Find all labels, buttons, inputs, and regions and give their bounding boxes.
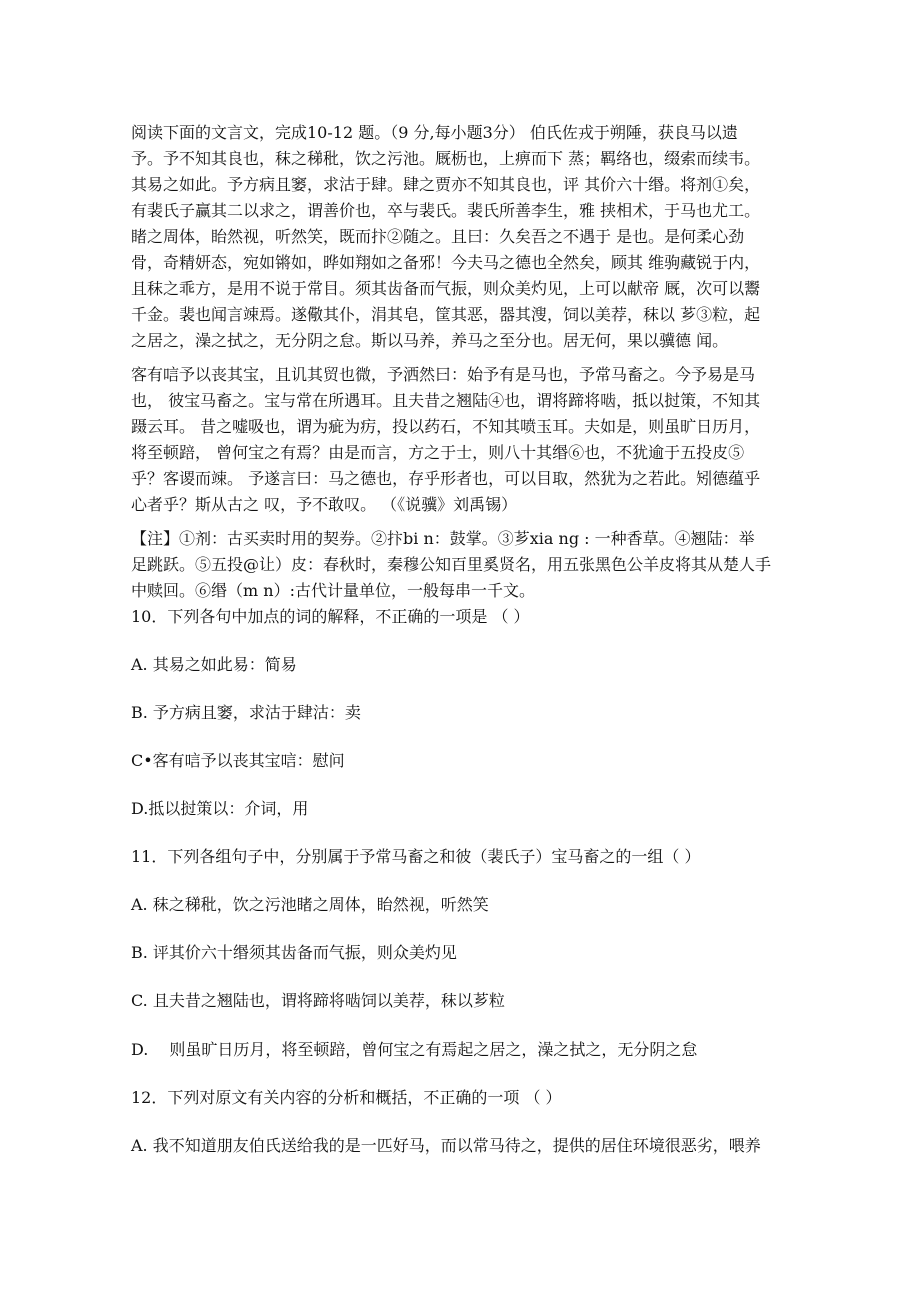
text-line: 睹之周体，眙然视，听然笑，既而抃②随之。且曰：久矣吾之不遇于 是也。是何柔心劲 (131, 227, 745, 246)
annotation-notes (131, 526, 799, 604)
question-11-stem: 11．下列各组句子中，分别属于予常马畜之和彼（裴氏子）宝马畜之的一组（ ） (131, 847, 701, 866)
text-line: 也， 彼宝马畜之。宝与常在所遇耳。且夫昔之翘陆④也，谓将蹄将啮，抵以挝策，不知其 (131, 391, 761, 410)
text-line: 【注】①剂：古买卖时用的契券。②抃bi n：鼓掌。③芗xia ng : 一种香草。④翘陆：举 (131, 529, 755, 548)
question-10-option-d: D.抵以挝策以：介词，用 (131, 799, 309, 818)
text-line: 蹑云耳。 昔之嘘吸也，谓为疵为疠，投以药石，不知其喷玉耳。夫如是，则虽旷日历月， (131, 417, 761, 436)
question-11-option-a: A. 秣之稊秕，饮之污池睹之周体，眙然视，听然笑 (131, 895, 489, 914)
question-10-option-b: B. 予方病且窭，求沽于肆沽：卖 (131, 703, 361, 722)
text-line: 千金。裴也闻言竦焉。遂儆其仆，涓其皂，筐其恶，器其溲，饲以美荐，秣以 芗③粒，起 (131, 305, 761, 324)
text-line: 且秣之乖方，是用不说于常目。须其齿备而气振，则众美灼见，上可以献帝 厩，次可以鬻 (131, 279, 761, 298)
text-line: 骨，奇精妍态，宛如锵如，晔如翔如之备邪！今夫马之德也全然矣，顾其 维驹藏锐于内， (131, 253, 761, 272)
question-11-option-c: C. 且夫昔之翘陆也，谓将蹄将啮饲以美荐，秣以芗粒 (131, 991, 505, 1010)
text-line: 有裴氏子赢其二以求之，谓善价也，卒与裴氏。裴氏所善李生，雅 挟相术，于马也尤工。 (131, 201, 761, 220)
text-line: 之居之，澡之拭之，无分阴之怠。斯以马养，养马之至分也。居无何，果以骥德 闻。 (131, 331, 729, 350)
text-line: 阅读下面的文言文，完成10-12 题。（9 分,每小题3分） 伯氏佐戎于朔陲，获良马以遗 (131, 123, 738, 142)
passage-paragraph-1 (131, 120, 799, 354)
text-line: 中赎回。⑥缗（m n）:古代计量单位，一般每串一千文。 (131, 581, 535, 600)
text-line: 足跳跃。⑤五投@让）皮：春秋时，秦穆公知百里奚贤名，用五张黑色公羊皮将其从楚人手 (131, 555, 772, 574)
text-line: 心者乎？斯从古之 叹，予不敢叹。 （《说骥》刘禹锡） (131, 495, 518, 514)
text-line: 将至顿踣， 曾何宝之有焉？由是而言，方之于士，则八十其缗⑥也，不犹逾于五投皮⑤ (131, 443, 745, 462)
question-10-option-c: C•客有唁予以丧其宝唁：慰问 (131, 751, 345, 770)
question-11-option-b: B. 评其价六十缗须其齿备而气振，则众美灼见 (131, 943, 457, 962)
question-12-stem: 12．下列对原文有关内容的分析和概括，不正确的一项 （ ） (131, 1088, 562, 1107)
text-line: 其易之如此。予方病且窭，求沽于肆。肆之贾亦不知其良也，评 其价六十缗。将剂①矣， (131, 175, 761, 194)
text-line: 予。予不知其良也，秣之稊秕，饮之污池。厩枥也，上痹而下 蒸；羁络也，缀索而续韦。 (131, 149, 761, 168)
text-line: 客有唁予以丧其宝，且讥其贸也微，予洒然曰：始予有是马也，予常马畜之。今予易是马 (131, 365, 756, 384)
question-11-option-d: D. 则虽旷日历月，将至顿踣，曾何宝之有焉起之居之，澡之拭之，无分阴之怠 (131, 1040, 698, 1059)
question-10-stem: 10．下列各句中加点的词的解释，不正确的一项是 （ ） (131, 607, 530, 626)
question-10-option-a: A. 其易之如此易：简易 (131, 655, 297, 674)
passage-paragraph-2 (131, 362, 799, 518)
text-line: 乎？客谡而竦。 予遂言曰：马之德也，存乎形者也，可以目取，然犹为之若此。矧德蕴乎 (131, 469, 761, 488)
question-12-option-a: A. 我不知道朋友伯氏送给我的是一匹好马，而以常马待之，提供的居住环境很恶劣，喂养 (131, 1136, 761, 1155)
